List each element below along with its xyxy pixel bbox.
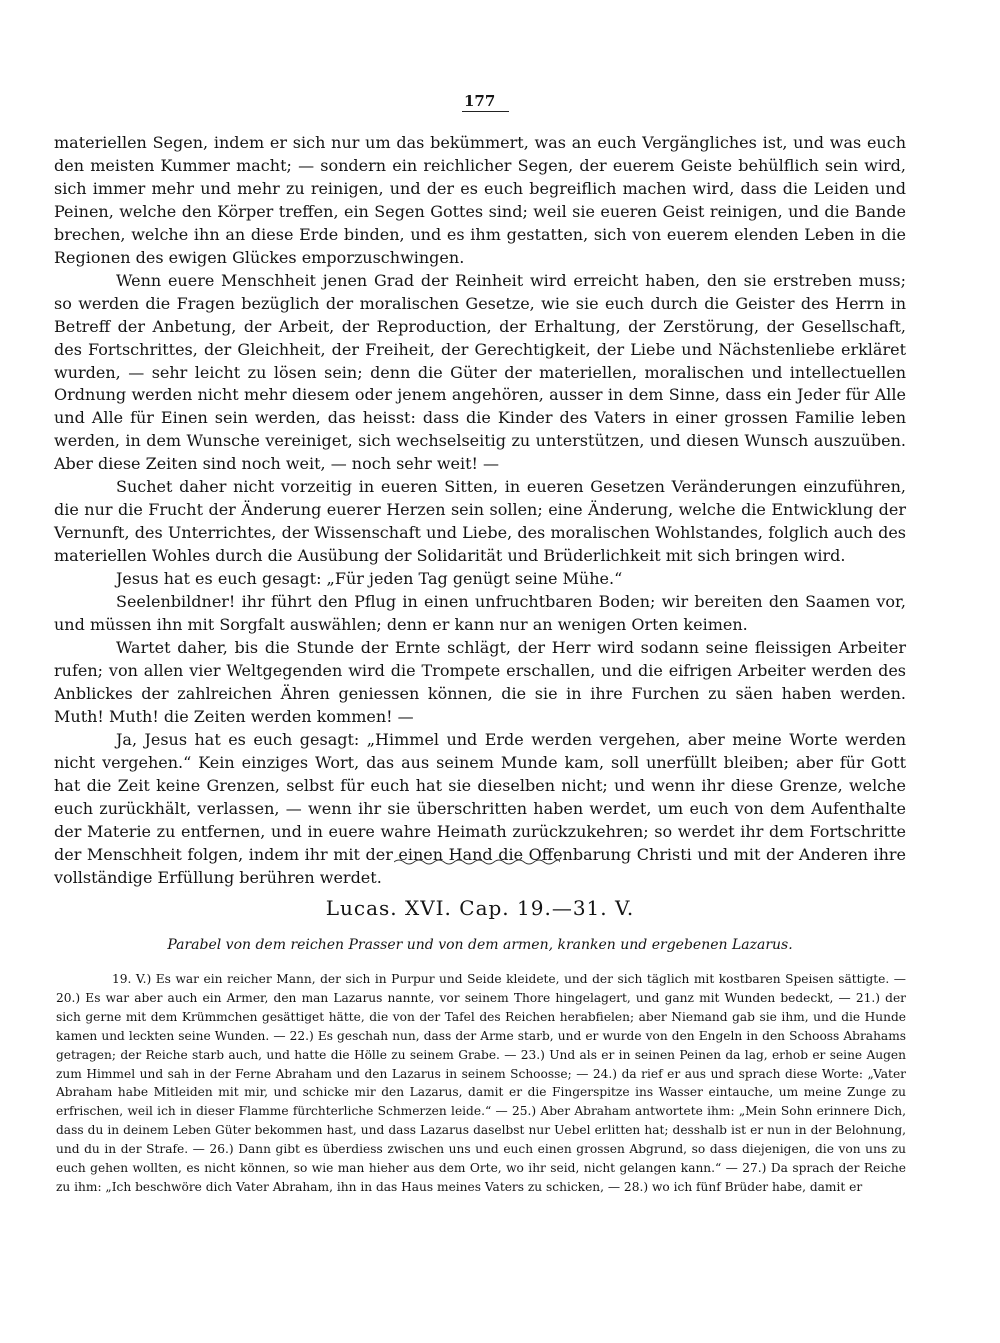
section-subtitle: Parabel von dem reichen Prasser und von dem armen, kranken und ergebenen Lazarus. [167,937,793,953]
paragraph: Ja, Jesus hat es euch gesagt: „Himmel und Erde werden vergehen, aber meine Worte werden nicht vergehen.“ Kein einziges Wort, das aus seinem Munde kam, soll unerfüllt bleiben; aber für Gott hat die Zeit keine Grenzen, selbst für euch hat sie dieselben nicht; und wenn ihr diese Grenze, welche euch zurückhält, verlassen, — wenn ihr sie überschritten haben werdet, um euch von dem Aufenthalte der Materie zu entfernen, und in euere wahre Heimath zurückzukehren; so werdet ihr dem Fortschritte der Menschheit folgen, indem ihr mit der einen Hand die Offenbarung Christi und mit der Anderen ihre vollständige Erfüllung berühren werdet. [54,729,906,887]
paragraph: Jesus hat es euch gesagt: „Für jeden Tag genügt seine Mühe.“ [116,569,623,589]
paragraph: Wartet daher, bis die Stunde der Ernte schlägt, der Herr wird sodann seine fleissigen Arbeiter rufen; von allen vier Weltgegenden wird die Trompete erschallen, und die eifrigen Arbeiter werden des Anblickes der zahlreichen Ähren geniessen können, die sie in ihre Furchen zu säen haben werden. Muth! Muth! die Zeiten werden kommen! — [54,637,906,726]
paragraph: Seelenbildner! ihr führt den Pflug in einen unfruchtbaren Boden; wir bereiten den Saamen vor, und müssen ihn mit Sorgfalt auswählen; denn er kann nur an wenigen Orten keimen. [54,592,906,635]
main-text [54,132,906,889]
page-number: 177 [462,92,509,112]
paragraph: Wenn euere Menschheit jenen Grad der Reinheit wird erreicht haben, den sie erstreben muss; so werden die Fragen bezüglich der moralischen Gesetze, wie sie euch durch die Geister des Herrn in Betreff der Anbetung, der Arbeit, der Reproduction, der Erhaltung, der Zerstörung, der Gesellschaft, des Fortschrittes, der Gleichheit, der Freiheit, der Gerechtigkeit, der Liebe und Nächstenliebe erkläret wurden, — sehr leicht zu lösen sein; denn die Güter der materiellen, moralischen und intellectuellen Ordnung werden nicht mehr diesem oder jenem angehören, ausser in dem Sinne, dass ein Jeder für Alle und Alle für Einen sein werden, das heisst: dass die Kinder des Vaters in einer grossen Familie leben werden, in dem Wunsche vereiniget, sich wechselseitig zu unterstützen, und diesen Wunsch auszuüben. Aber diese Zeiten sind noch weit, — noch sehr weit! — [54,270,906,474]
paragraph: Suchet daher nicht vorzeitig in eueren Sitten, in eueren Gesetzen Veränderungen einzuführen, die nur die Frucht der Änderung euerer Herzen sein sollen; eine Änderung, welche die Entwicklung der Vernunft, des Unterrichtes, der Wissenschaft und Liebe, des moralischen Wohlstandes, folglich auch des materiellen Wohles durch die Ausübung der Solidarität und Brüderlichkeit mit sich bringen wird. [54,477,906,566]
paragraph: materiellen Segen, indem er sich nur um das bekümmert, was an euch Vergängliches ist, und was euch den meisten Kummer macht; — sondern ein reichlicher Segen, der euerem Geiste behülflich sein wird, sich immer mehr und mehr zu reinigen, und der es euch begreiflich machen wird, dass die Leiden und Peinen, welche den Körper treffen, ein Segen Gottes sind; weil sie eueren Geist reinigen, und die Bande brechen, welche ihn an diese Erde binden, und es ihm gestatten, sich von euerem elenden Leben in die Regionen des ewigen Glückes emporzuschwingen. [54,133,906,267]
paragraph: 19. V.) Es war ein reicher Mann, der sich in Purpur und Seide kleidete, und der sich täglich mit kostbaren Speisen sättigte. — 20.) Es war aber auch ein Armer, den man Lazarus nannte, vor seinem Thore hingelagert, und ganz mit Wunden bedeckt, — 21.) der sich gerne mit dem Krümmchen gesättiget hätte, die von der Tafel des Reichen herabfielen; aber Niemand gab sie ihm, und die Hunde kamen und leckten seine Wunden. — 22.) Es geschah nun, dass der Arme starb, und er wurde von den Engeln in den Schooss Abrahams getragen; der Reiche starb auch, und hatte die Hölle zu seinem Grabe. — 23.) Und als er in seinen Peinen da lag, erhob er seine Augen zum Himmel und sah in der Ferne Abraham und den Lazarus in seinem Schoosse; — 24.) da rief er aus und sprach diese Worte: „Vater Abraham habe Mitleiden mit mir, und schicke mir den Lazarus, damit er die Fingerspitze ins Wasser eintauche, um meine Zunge zu erfrischen, weil ich in dieser Flamme fürchterliche Schmerzen leide.“ — 25.) Aber Abraham antwortete ihm: „Mein Sohn erinnere Dich, dass du in deinem Leben Güter bekommen hast, und dass Lazarus daselbst nur Uebel erlitten hat; desshalb ist er nun in der Belohnung, und du in der Strafe. — 26.) Dann gibt es überdiess zwischen uns und euch einen grossen Abgrund, so dass diejenigen, die von uns zu euch gehen wollten, es nicht können, so wie man hieher aus dem Orte, wo ihr seid, nicht gelangen kann.“ — 27.) Da sprach der Reiche zu ihm: „Ich beschwöre dich Vater Abraham, ihn in das Haus meines Vaters zu schicken, — 28.) wo ich fünf Brüder habe, damit er [56,972,906,1194]
parable-text [56,970,906,1197]
section-title: Lucas. XVI. Cap. 19.—31. V. [325,896,635,920]
ornamental-divider [394,858,560,866]
